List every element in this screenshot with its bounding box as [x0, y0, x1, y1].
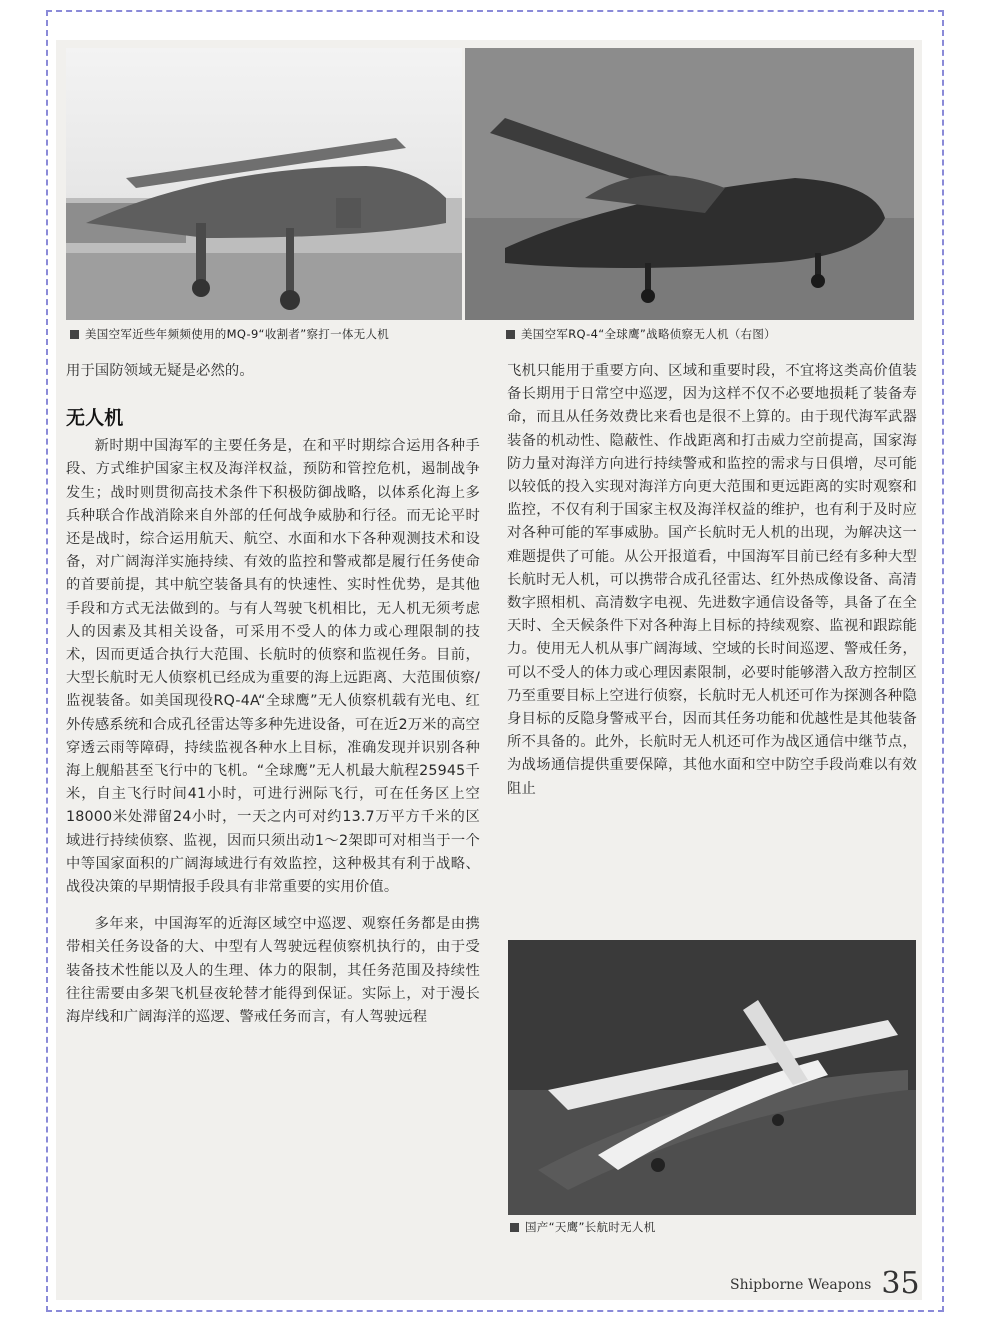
photo-rq4-global-hawk	[465, 48, 914, 320]
page-number: 35	[881, 1266, 920, 1301]
caption-marker-icon	[510, 1223, 519, 1232]
article-column-left	[66, 360, 480, 1029]
photo-tianying-uav	[508, 940, 916, 1215]
body-paragraph: 新时期中国海军的主要任务是，在和平时期综合运用各种手段、方式维护国家主权及海洋权益，预防和管控危机，遏制战争发生；战时则贯彻高技术条件下积极防御战略，以体系化海上多兵种联合作战消除来自外部的任何战争威胁和行径。而无论平时还是战时，综合运用航天、航空、水面和水下各种观测技术和设备，对广阔海洋实施持续、有效的监控和警戒都是履行任务使命的首要前提，其中航空装备具有的快速性、实时性优势，是其他手段和方式无法做到的。与有人驾驶飞机相比，无人机无须考虑人的因素及其相关设备，可采用不受人的体力或心理限制的技术，因而更适合执行大范围、长航时的侦察和监视任务。目前，大型长航时无人侦察机已经成为重要的海上远距离、大范围侦察/监视装备。如美国现役RQ-4A“全球鹰”无人侦察机载有光电、红外传感系统和合成孔径雷达等多种先进设备，可在近2万米的高空穿透云雨等障碍，持续监视各种水上目标，准确发现并识别各种海上舰船甚至飞行中的飞机。“全球鹰”无人机最大航程25945千米，自主飞行时间41小时，可进行洲际飞行，可在任务区上空18000米处滞留24小时，一天之内可对约13.7万平方千米的区域进行持续侦察、监视，因而只须出动1～2架即可对相当于一个中等国家面积的广阔海域进行有效监控，这种极其有利于战略、战役决策的早期情报手段具有非常重要的实用价值。	[66, 438, 480, 896]
figure-caption-rq4: 美国空军RQ-4“全球鹰”战略侦察无人机（右图）	[506, 327, 776, 341]
body-paragraph: 飞机只能用于重要方向、区域和重要时段，不宜将这类高价值装备长期用于日常空中巡逻，因为这样不仅不必要地损耗了装备寿命，而且从任务效费比来看也是很不上算的。由于现代海军武器装备的机动性、隐蔽性、作战距离和打击威力空前提高，国家海防力量对海洋方向进行持续警戒和监控的需求与日俱增，尽可能以较低的投入实现对海洋方向更大范围和更远距离的实时观察和监控，不仅有利于国家主权及海洋权益的维护，也有利于及时应对各种可能的军事威胁。国产长航时无人机的出现，为解决这一难题提供了可能。从公开报道看，中国海军目前已经有多种大型长航时无人机，可以携带合成孔径雷达、红外热成像设备、高清数字照相机、高清数字电视、先进数字通信设备等，具备了在全天时、全天候条件下对各种海上目标的持续观察、监视和跟踪能力。使用无人机从事广阔海域、空域的长时间巡逻、警戒任务，可以不受人的体力或心理因素限制，必要时能够潜入敌方控制区乃至重要目标上空进行侦察，长航时无人机还可作为探测各种隐身目标的反隐身警戒平台，因而其任务功能和优越性是其他装备所不具备的。此外，长航时无人机还可作为战区通信中继节点，为战场通信提供重要保障，其他水面和空中防空手段尚难以有效阻止	[507, 363, 917, 797]
photo-mq9-reaper	[66, 48, 462, 320]
magazine-brand: Shipborne Weapons	[730, 1277, 872, 1293]
lead-line: 用于国防领域无疑是必然的。	[66, 363, 254, 379]
figure-caption-mq9: 美国空军近些年频频使用的MQ-9“收割者”察打一体无人机	[70, 327, 389, 341]
caption-marker-icon	[70, 330, 79, 339]
body-paragraph: 多年来，中国海军的近海区域空中巡逻、观察任务都是由携带相关任务设备的大、中型有人驾驶远程侦察机执行的，由于受装备技术性能以及人的生理、体力的限制，其任务范围及持续性往往需要由多架飞机昼夜轮替才能得到保证。实际上，对于漫长海岸线和广阔海洋的巡逻、警戒任务而言，有人驾驶远程	[66, 916, 480, 1026]
article-column-right	[507, 360, 917, 801]
page-footer	[730, 1266, 920, 1301]
caption-marker-icon	[506, 330, 515, 339]
figure-caption-tianying: 国产“天鹰”长航时无人机	[510, 1220, 656, 1234]
section-heading: 无人机	[66, 407, 124, 430]
